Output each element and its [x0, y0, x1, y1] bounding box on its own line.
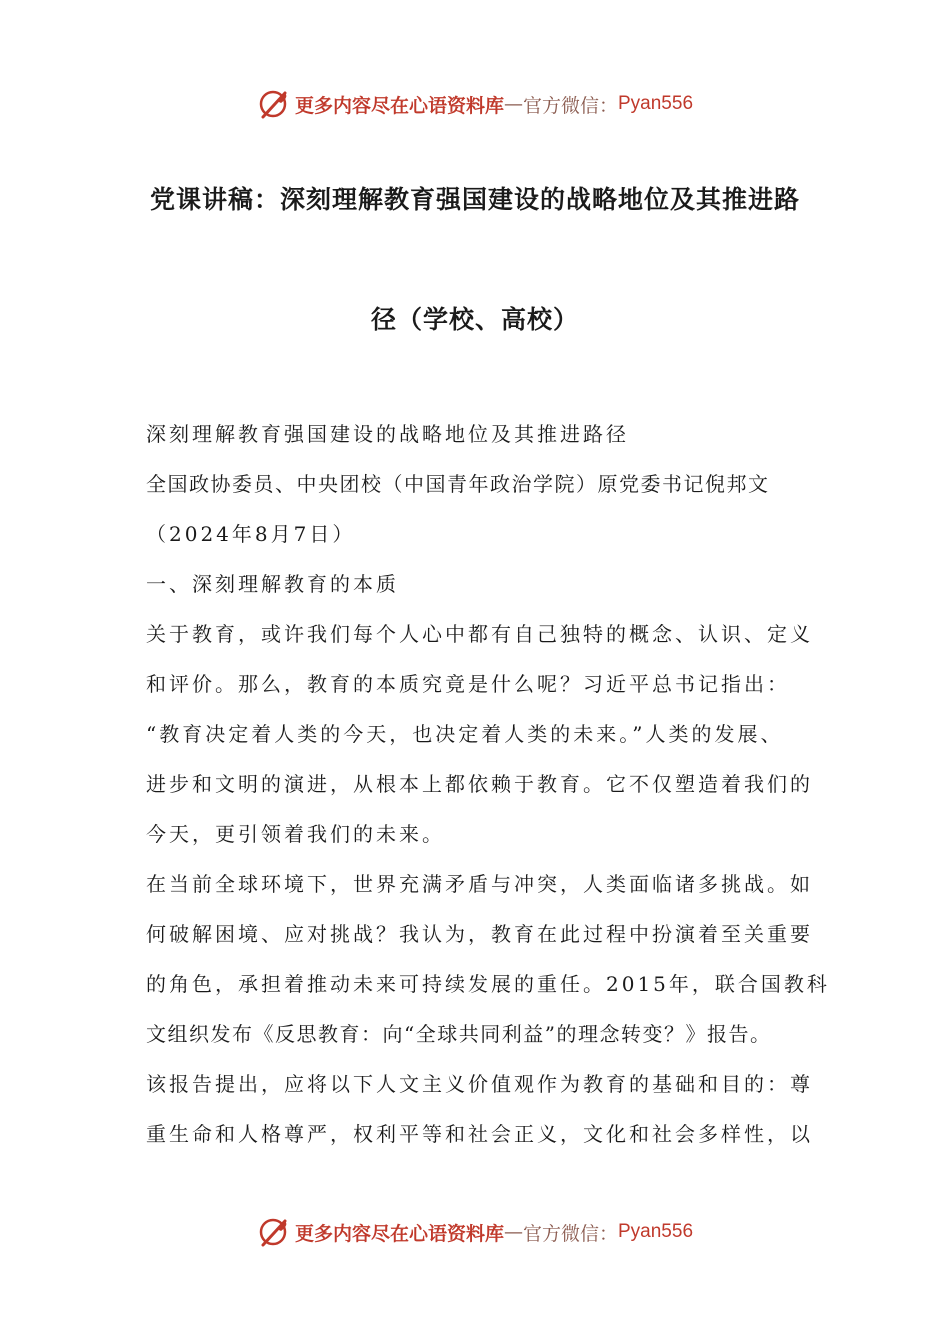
body-line: （2024年8月7日） — [146, 522, 356, 546]
body-line: 文组织发布《反思教育：向“全球共同利益”的理念转变？》报告。 — [146, 1022, 772, 1046]
footer-watermark — [0, 1212, 950, 1252]
watermark-dash: — — [503, 1221, 523, 1243]
quill-pen-icon — [257, 87, 291, 121]
watermark-site-text: 更多内容尽在心语资料库 — [294, 94, 504, 117]
body-line: 全国政协委员、中央团校（中国青年政治学院）原党委书记倪邦文 — [146, 472, 770, 496]
watermark-wechat-id: Pyan556 — [618, 1221, 694, 1242]
body-line: 重生命和人格尊严，权利平等和社会正义，文化和社会多样性，以 — [146, 1122, 813, 1146]
body-line: 该报告提出，应将以下人文主义价值观作为教育的基础和目的：尊 — [146, 1072, 813, 1096]
document-body — [146, 417, 836, 1167]
body-line: “教育决定着人类的今天，也决定着人类的未来。”人类的发展、 — [146, 722, 784, 746]
watermark-wechat-id: Pyan556 — [618, 93, 694, 114]
body-line: 关于教育，或许我们每个人心中都有自己独特的概念、认识、定义 — [146, 622, 813, 646]
watermark-dash: — — [503, 93, 523, 115]
body-line: 和评价。那么，教育的本质究竟是什么呢？习近平总书记指出： — [146, 672, 790, 696]
body-line: 在当前全球环境下，世界充满矛盾与冲突，人类面临诸多挑战。如 — [146, 872, 813, 896]
body-line: 一、深刻理解教育的本质 — [146, 572, 399, 596]
body-line: 何破解困境、应对挑战？我认为，教育在此过程中扮演着至关重要 — [146, 922, 813, 946]
body-line: 深刻理解教育强国建设的战略地位及其推进路径 — [146, 422, 629, 446]
body-line: 的角色，承担着推动未来可持续发展的重任。2015年，联合国教科 — [146, 972, 830, 996]
header-watermark — [0, 84, 950, 124]
body-line: 进步和文明的演进，从根本上都依赖于教育。它不仅塑造着我们的 — [146, 772, 813, 796]
watermark-site-text: 更多内容尽在心语资料库 — [294, 1222, 504, 1245]
document-title-line-2: 径（学校、高校） — [370, 305, 579, 334]
watermark-contact-text: 官方微信： — [522, 94, 618, 117]
quill-pen-icon — [257, 1215, 291, 1249]
watermark-contact-text: 官方微信： — [522, 1222, 618, 1245]
document-title-line-1: 党课讲稿：深刻理解教育强国建设的战略地位及其推进路 — [149, 185, 800, 214]
body-line: 今天，更引领着我们的未来。 — [146, 822, 445, 846]
